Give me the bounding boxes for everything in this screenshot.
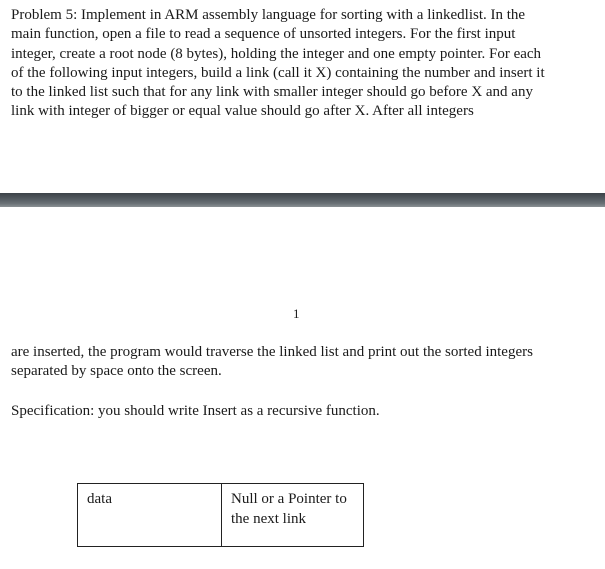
paragraph-line: main function, open a file to read a sequence of unsorted integers. For the first input <box>11 26 516 43</box>
paragraph-line: integer, create a root node (8 bytes), holding the integer and one empty pointer. For each <box>11 45 542 62</box>
node-pointer-cell <box>222 484 363 546</box>
problem-paragraph <box>11 6 599 122</box>
paragraph-line: Problem 5: Implement in ARM assembly language for sorting with a linkedlist. In the <box>11 7 526 23</box>
pointer-label-line: the next link <box>231 511 306 527</box>
paragraph-line: link with integer of bigger or equal value should go after X. After all integers <box>11 103 474 120</box>
specification-paragraph: Specification: you should write Insert as a recursive function. <box>11 403 380 419</box>
page-divider <box>0 193 605 207</box>
paragraph-line: of the following input integers, build a link (call it X) containing the number and insert it <box>11 64 545 81</box>
page-number: 1 <box>293 306 300 321</box>
paragraph-line: to the linked list such that for any link with smaller integer should go before X and any <box>11 84 533 101</box>
continuation-paragraph <box>11 343 599 382</box>
paragraph-line: separated by space onto the screen. <box>11 363 222 380</box>
node-data-cell: data <box>78 484 222 546</box>
paragraph-line: are inserted, the program would traverse the linked list and print out the sorted integers <box>11 344 533 360</box>
linked-list-node-diagram <box>77 483 364 547</box>
pointer-label-line: Null or a Pointer to <box>231 491 347 507</box>
